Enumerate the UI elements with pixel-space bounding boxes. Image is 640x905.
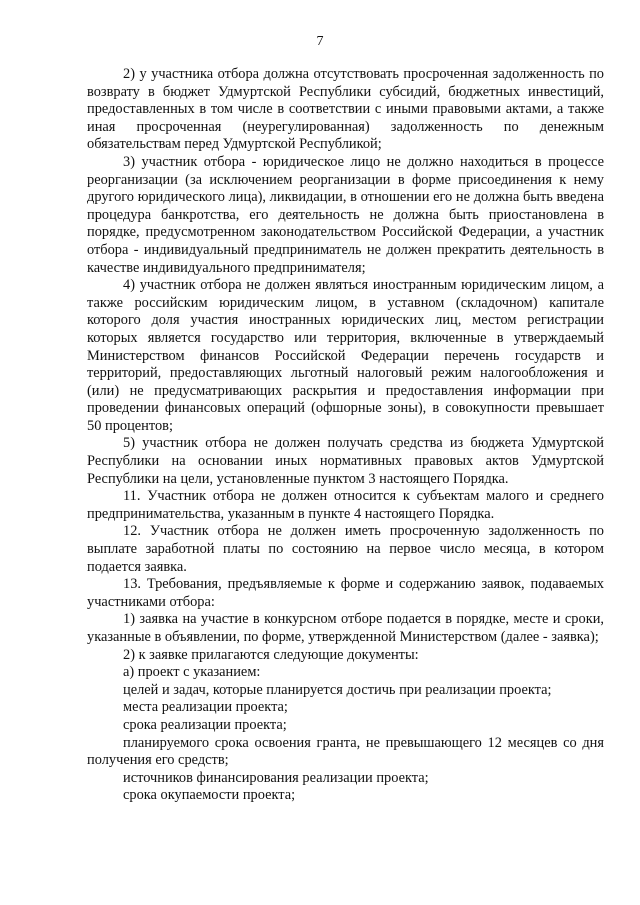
list-item-duration: срока реализации проекта; [123,716,287,733]
paragraph-12: 12. Участник отбора не должен иметь просроченную задолженность по выплате заработной платы по состоянию на первое число месяца, в котором подается заявка. [87,523,604,575]
paragraph-13: 13. Требования, предъявляемые к форме и содержанию заявок, подаваемых участниками отбора: [87,576,604,610]
paragraph-13-item-2: 2) к заявке прилагаются следующие документы: [123,646,419,663]
paragraph-11: 11. Участник отбора не должен относится к субъектам малого и среднего предпринимательства, указанным в пункте 4 настоящего Порядка. [87,488,604,522]
page-number: 7 [316,34,324,49]
paragraph-foreign-entity-requirement: 4) участник отбора не должен являться иностранным юридическим лицом, а также российским юридическим лицом, в уставном (складочном) капитале которого доля участия иностранных юридических лиц, местом регистрации которых является государство или территория, включенные в утверждаемый Министерством финансов Российской Федерации перечень государств и территорий, предоставляющих льготный налоговый режим налогообложения и (или) не предусматривающих раскрытия и предоставления информации при проведении финансовых операций (офшорные зоны), в совокупности превышает 50 процентов; [87,277,604,434]
list-item-funding-sources: источников финансирования реализации проекта; [123,769,429,786]
document-body [87,66,604,805]
paragraph-debt-requirement: 2) у участника отбора должна отсутствовать просроченная задолженность по возврату в бюджет Удмуртской Республики субсидий, бюджетных инвестиций, предоставленных в том числе в соответствии с иными правовыми актами, а также иная просроченная (неурегулированная) задолженность по денежным обязательствам перед Удмуртской Республикой; [87,66,604,153]
list-item-payback: срока окупаемости проекта; [123,787,296,804]
list-item-project: а) проект с указанием: [123,664,261,681]
list-item-grant-period: планируемого срока освоения гранта, не превышающего 12 месяцев со дня получения его средств; [87,734,604,769]
list-item-location: места реализации проекта; [123,699,288,716]
paragraph-reorganization-requirement: 3) участник отбора - юридическое лицо не должно находиться в процессе реорганизации (за исключением реорганизации в форме присоединения к нему другого юридического лица), ликвидации, в отношении его не должна быть введена процедура банкротства, его деятельность не должна быть приостановлена в порядке, предусмотренном законодательством Российской Федерации, а участник отбора - индивидуальный предприниматель не должен прекратить деятельность в качестве индивидуального предпринимателя; [87,153,604,276]
paragraph-other-funds-requirement: 5) участник отбора не должен получать средства из бюджета Удмуртской Республики на основании иных нормативных правовых актов Удмуртской Республики на цели, установленные пунктом 3 настоящего Порядка. [87,435,604,487]
paragraph-13-item-1: 1) заявка на участие в конкурсном отборе подается в порядке, месте и сроки, указанные в объявлении, по форме, утвержденной Министерством (далее - заявка); [87,611,604,645]
list-item-goals: целей и задач, которые планируется достичь при реализации проекта; [123,681,552,698]
